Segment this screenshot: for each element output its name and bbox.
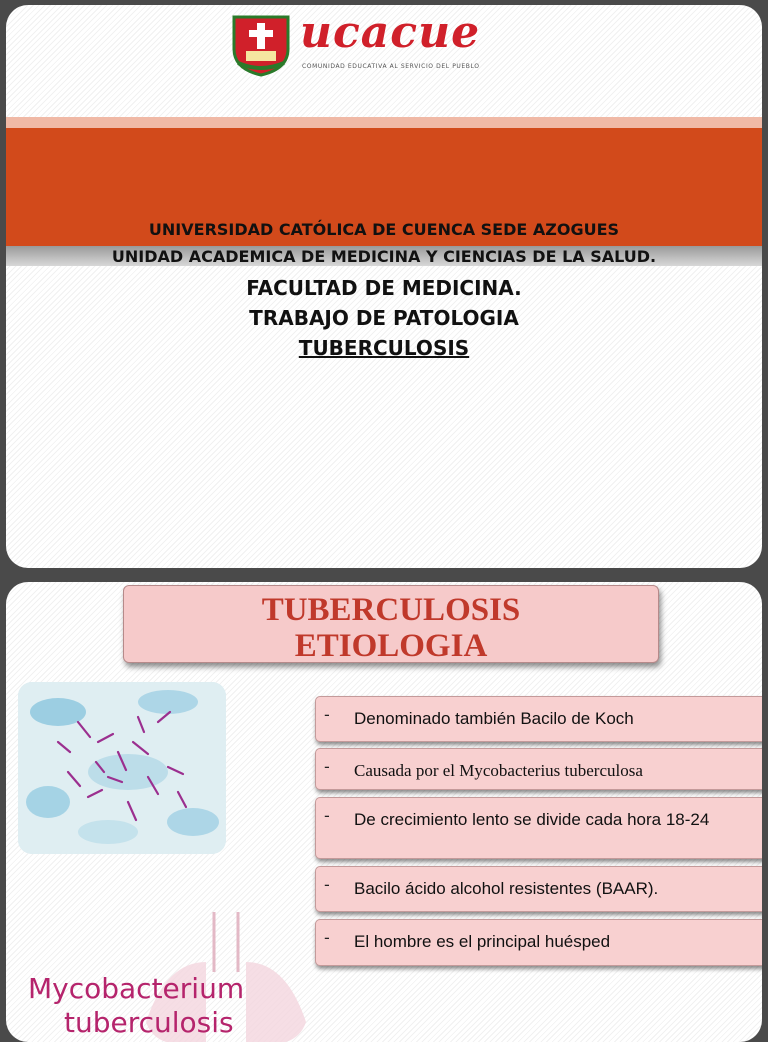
heading-line-1: TUBERCULOSIS — [261, 592, 521, 628]
bullet-item — [315, 696, 762, 742]
bullet-text: Denominado también Bacilo de Koch — [354, 709, 634, 728]
academic-unit: UNIDAD ACADEMICA DE MEDICINA Y CIENCIAS DE LA SALUD. — [111, 247, 657, 266]
university-logo — [228, 7, 528, 79]
bullet-marker: - — [324, 928, 330, 947]
faculty-name: FACULTAD DE MEDICINA. — [246, 276, 522, 300]
bullet-text: Bacilo ácido alcohol resistentes (BAAR). — [354, 879, 659, 898]
image-caption-line-2: tuberculosis — [64, 1006, 234, 1039]
university-name: UNIVERSIDAD CATÓLICA DE CUENCA SEDE AZOGUES — [148, 220, 620, 239]
bullet-marker: - — [324, 705, 330, 724]
bullet-item — [315, 748, 762, 790]
bullet-text: De crecimiento lento se divide cada hora 18-24 — [354, 810, 710, 829]
title-slide — [6, 5, 762, 568]
logo-wordmark: ucacue — [300, 7, 481, 58]
microscopy-image — [18, 682, 226, 854]
bullet-item — [315, 797, 762, 859]
bullet-item — [315, 919, 762, 966]
work-title: TRABAJO DE PATOLOGIA — [249, 306, 519, 330]
decorative-band-light — [6, 117, 762, 128]
bullet-text: El hombre es el principal huésped — [354, 932, 611, 951]
heading-line-2: ETIOLOGIA — [294, 628, 488, 664]
bullet-marker: - — [324, 875, 330, 894]
etiology-slide — [6, 582, 762, 1042]
topic-title: TUBERCULOSIS — [298, 336, 470, 360]
shield-icon — [228, 13, 294, 77]
bullet-text: Causada por el Mycobacterius tuberculosa — [354, 761, 643, 780]
logo-tagline: COMUNIDAD EDUCATIVA AL SERVICIO DEL PUEBLO — [302, 63, 480, 70]
slide-heading — [123, 585, 659, 663]
bullet-marker: - — [324, 806, 330, 825]
image-caption-line-1: Mycobacterium — [28, 972, 245, 1005]
bullet-item — [315, 866, 762, 912]
bullet-marker: - — [324, 757, 330, 776]
